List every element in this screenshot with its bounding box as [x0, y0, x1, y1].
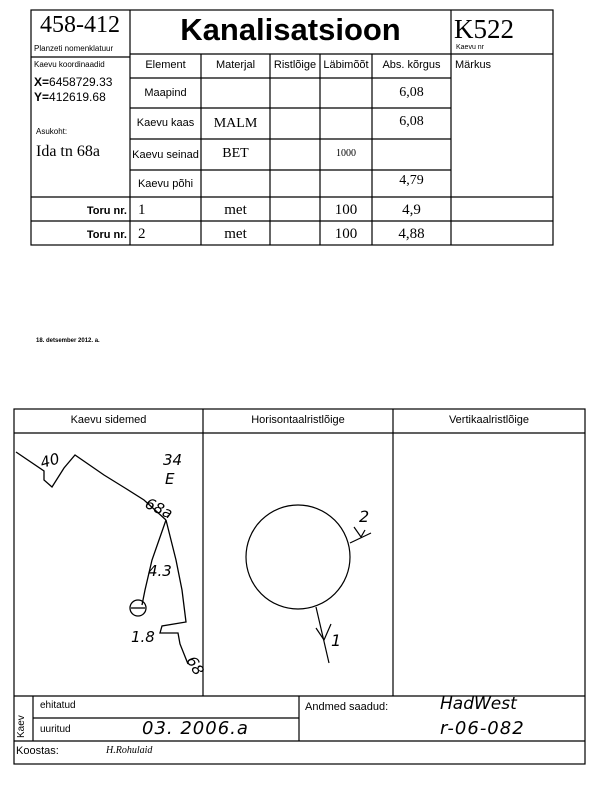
row-elevation-bottom: 4,79: [399, 173, 424, 188]
pipe-1-elevation: 4,9: [402, 202, 421, 218]
date-note: 18. detsember 2012. a.: [36, 338, 100, 344]
sheet-label: Planzeti nomenklatuur: [34, 44, 114, 53]
pipe-2-material: met: [224, 226, 247, 242]
pipe-1-diameter: 100: [334, 202, 358, 218]
row-diameter-walls: 1000: [336, 148, 356, 159]
data-from-value: r-06-082: [440, 718, 525, 739]
row-element-ground: Maapind: [144, 87, 187, 99]
coords-label: Kaevu koordinaadid: [34, 60, 105, 69]
compiler-value: H.Rohulaid: [106, 745, 153, 756]
col-connections-title: Kaevu sidemed: [70, 414, 147, 426]
pipe-2-label: Toru nr.: [86, 229, 127, 241]
updated-value: 03. 2006.a: [142, 718, 249, 739]
coord-y-label: Y=: [34, 90, 50, 104]
col-horizontal-title: Horisontaalristlõige: [251, 414, 345, 426]
row-element-lid: Kaevu kaas: [136, 117, 195, 129]
data-from-signature: HadWest: [440, 694, 517, 714]
horizontal-section-drawing: [246, 505, 371, 663]
well-code-label: Kaevu nr: [456, 44, 485, 51]
page-title: Kanalisatsioon: [180, 12, 401, 47]
row-element-walls: Kaevu seinad: [132, 149, 199, 161]
connections-sketch: [16, 449, 188, 664]
compiler-label: Koostas:: [16, 745, 59, 757]
sketch-label-40: 40: [38, 449, 62, 472]
coord-x: [34, 75, 112, 89]
location-value: Ida tn 68a: [36, 143, 100, 160]
horizontal-label-1: 1: [331, 631, 342, 650]
pipe-1-label: Toru nr.: [86, 205, 127, 217]
col-header-section: Ristlõige: [273, 59, 317, 71]
col-header-material: Materjal: [215, 59, 256, 71]
col-header-elevation: Abs. kõrgus: [382, 59, 441, 71]
coord-x-label: X=: [34, 75, 50, 89]
col-vertical-title: Vertikaalristlõige: [448, 414, 530, 426]
row-element-bottom: Kaevu põhi: [137, 178, 194, 190]
row-material-lid: MALM: [213, 116, 258, 131]
sheet-number: 458-412: [40, 12, 120, 38]
row-elevation-ground: 6,08: [399, 85, 424, 100]
kaev-label: Kaev: [16, 715, 27, 738]
data-from-label: Andmed saadud:: [305, 701, 389, 713]
built-label: ehitatud: [40, 700, 76, 711]
pipe-2-number: 2: [138, 226, 146, 242]
coord-y-value: 412619.68: [49, 90, 106, 104]
coord-y: [34, 90, 106, 104]
well-code: K522: [454, 14, 514, 44]
sketch-label-4-3: 4.3: [148, 562, 172, 580]
pipe-2-elevation: 4,88: [398, 226, 425, 242]
col-header-element: Element: [145, 59, 186, 71]
coord-x-value: 6458729.33: [49, 75, 113, 89]
pipe-1-number: 1: [138, 202, 146, 218]
col-header-diameter: Läbimõõt: [323, 59, 369, 71]
sketch-label-68: 68: [182, 653, 208, 679]
pipe-2-diameter: 100: [334, 226, 358, 242]
row-elevation-lid: 6,08: [399, 114, 424, 129]
pipe-1-material: met: [224, 202, 247, 218]
updated-label: uuritud: [40, 724, 71, 735]
sketch-label-1-8: 1.8: [131, 628, 155, 646]
row-material-walls: BET: [222, 146, 249, 161]
sketch-label-34: 34: [163, 451, 183, 469]
sketch-label-e: E: [165, 470, 175, 488]
sketch-label-68a: 68a: [142, 494, 176, 523]
horizontal-label-2: 2: [359, 507, 370, 526]
col-header-notes: Märkus: [455, 59, 492, 71]
location-label: Asukoht:: [36, 127, 68, 136]
